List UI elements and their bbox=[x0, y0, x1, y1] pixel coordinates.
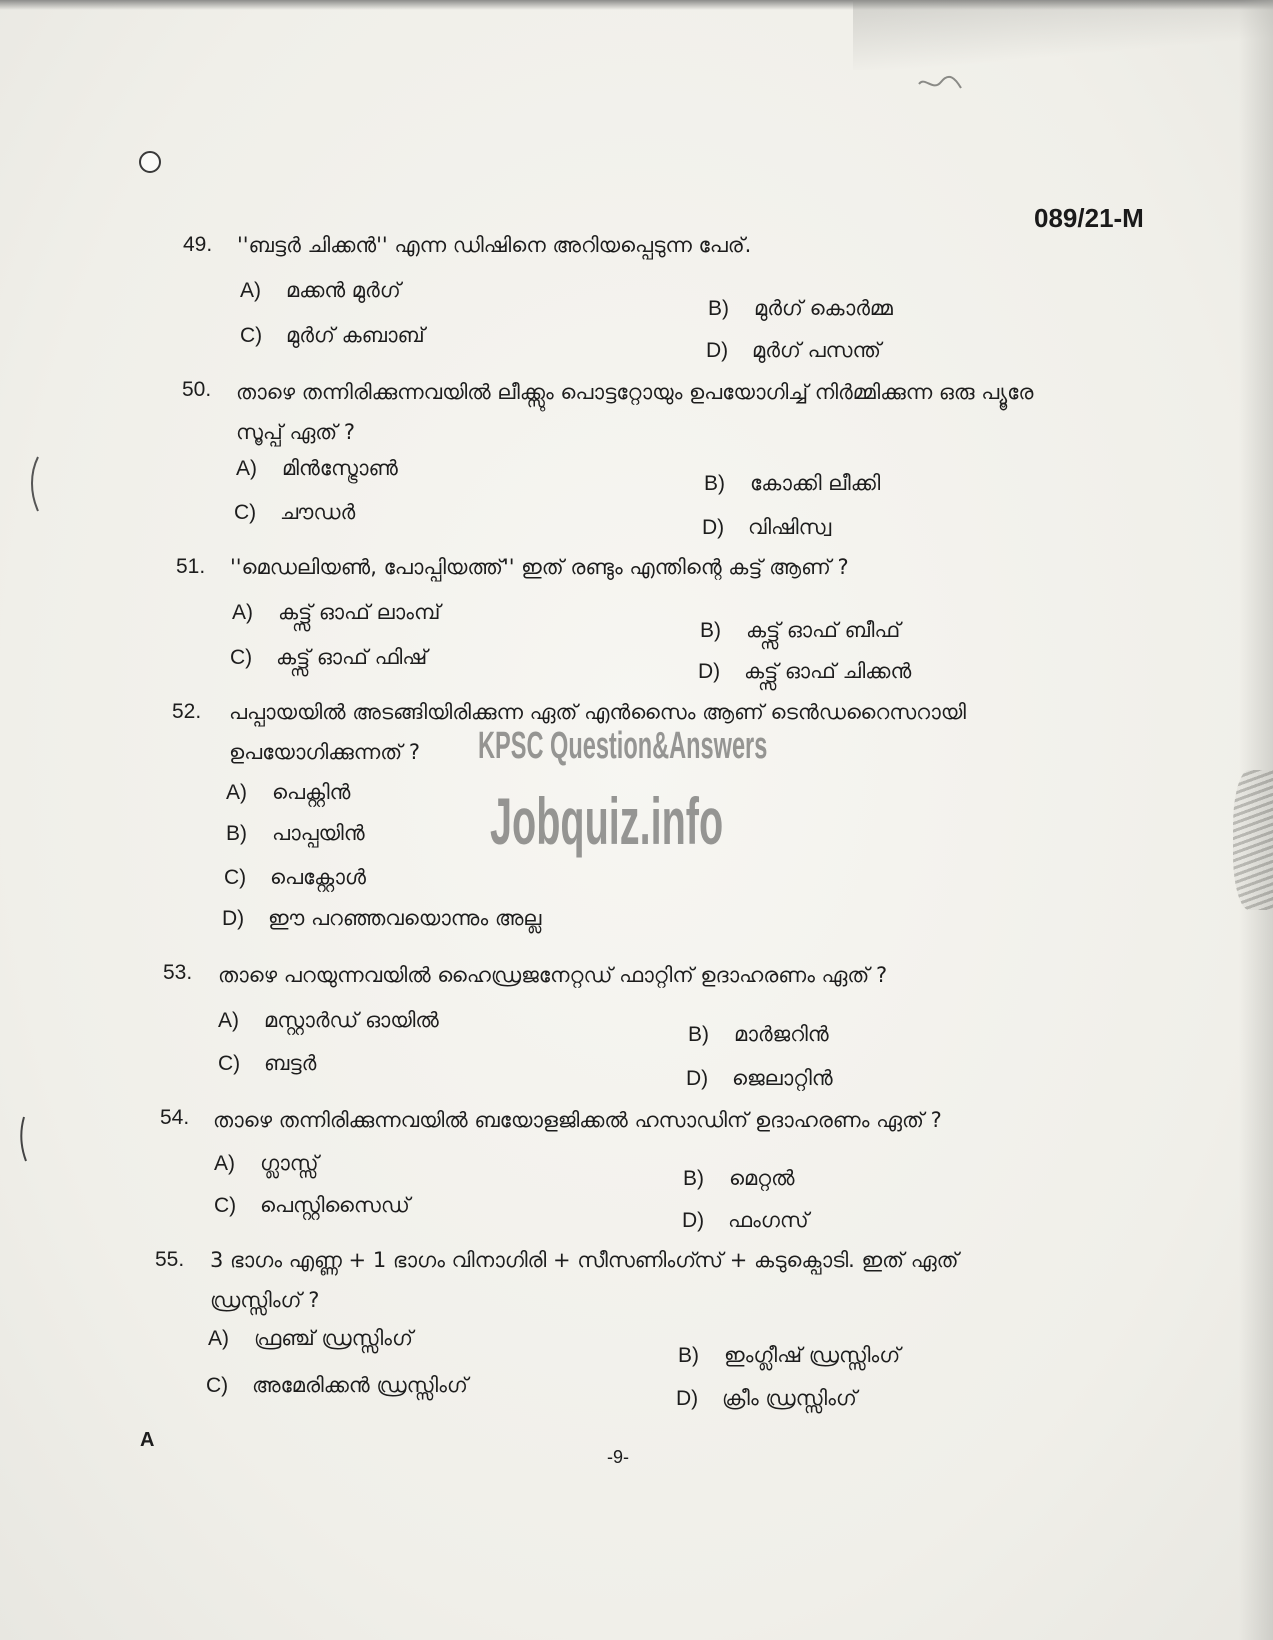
option-text: മുർഗ് കബാബ് bbox=[286, 323, 425, 347]
option-d bbox=[702, 507, 831, 548]
question-number: 49. bbox=[183, 233, 213, 256]
question-text: 3 ഭാഗം എണ്ണ + 1 ഭാഗം വിനാഗിരി + സീസണിംഗ്സ് + കടുക്പൊടി. ഇത് ഏത് ഡ്രസ്സിംഗ് ? bbox=[210, 1248, 959, 1312]
paper-code: 089/21-M bbox=[1034, 203, 1144, 233]
option-label: C) bbox=[224, 866, 247, 889]
question-text: ''മെഡലിയൺ, പോപ്പിയത്ത്'' ഇത് രണ്ടും എന്തിന്റെ കട്ട് ആണ് ? bbox=[230, 555, 849, 579]
option-d bbox=[698, 651, 911, 692]
option-label: A) bbox=[240, 279, 261, 302]
question-number: 55. bbox=[155, 1248, 185, 1271]
option-label: B) bbox=[683, 1167, 704, 1190]
option-label: C) bbox=[218, 1052, 241, 1075]
option-label: A) bbox=[218, 1009, 239, 1032]
question-text: താഴെ തന്നിരിക്കുന്നവയിൽ ലീക്ക്സും പൊട്ടറ്റോയും ഉപയോഗിച്ച് നിർമ്മിക്കുന്ന ഒരു പ്യൂരേ സൂപ്പ് ഏത് ? bbox=[236, 380, 1034, 444]
option-b bbox=[683, 1158, 795, 1199]
option-text: ഫ്രഞ്ച് ഡ്രസ്സിംഗ് bbox=[254, 1326, 413, 1350]
option-label: A) bbox=[214, 1152, 235, 1175]
option-text: ക്രീം ഡ്രസ്സിംഗ് bbox=[722, 1386, 857, 1410]
option-text: ഈ പറഞ്ഞവയൊന്നും അല്ല bbox=[268, 906, 542, 930]
option-c bbox=[234, 492, 355, 533]
option-d bbox=[682, 1200, 809, 1241]
option-a bbox=[214, 1143, 319, 1184]
option-text: കട്ട്സ് ഓഫ് ലാംമ്പ് bbox=[278, 600, 441, 624]
option-label: C) bbox=[240, 324, 263, 347]
option-label: D) bbox=[686, 1067, 709, 1090]
page-number: -9- bbox=[607, 1447, 629, 1467]
option-label: A) bbox=[232, 601, 253, 624]
option-d bbox=[222, 898, 541, 939]
option-c bbox=[240, 315, 425, 356]
option-text: അമേരിക്കൻ ഡ്രസ്സിംഗ് bbox=[252, 1373, 468, 1397]
option-b bbox=[226, 813, 365, 854]
watermark-line-2: Jobquiz.info bbox=[490, 784, 724, 858]
option-label: D) bbox=[682, 1209, 705, 1232]
option-d bbox=[706, 330, 881, 371]
option-text: കട്ട്സ് ഓഫ് ബീഫ് bbox=[746, 618, 901, 642]
option-text: മസ്റ്റാർഡ് ഓയിൽ bbox=[264, 1008, 439, 1032]
option-a bbox=[218, 1000, 439, 1041]
option-c bbox=[224, 857, 366, 898]
scan-top-shadow bbox=[853, 0, 1273, 70]
option-a bbox=[240, 270, 401, 311]
watermark-line-1: KPSC Question&Answers bbox=[478, 725, 768, 767]
question-number: 50. bbox=[182, 378, 212, 401]
option-label: B) bbox=[226, 822, 247, 845]
question-text: താഴെ പറയുന്നവയിൽ ഹൈഡ്രജനേറ്റഡ് ഫാറ്റിന് ഉദാഹരണം ഏത് ? bbox=[218, 963, 888, 987]
option-text: ഫംഗസ് bbox=[728, 1208, 809, 1232]
option-c bbox=[206, 1365, 468, 1406]
margin-mark bbox=[26, 455, 46, 515]
option-c bbox=[230, 637, 427, 678]
option-label: C) bbox=[230, 646, 253, 669]
punch-hole bbox=[139, 151, 161, 173]
option-label: B) bbox=[700, 619, 721, 642]
option-label: D) bbox=[222, 907, 245, 930]
option-text: പെസ്റ്റിസൈഡ് bbox=[260, 1193, 410, 1217]
question-number: 52. bbox=[172, 700, 202, 723]
option-label: B) bbox=[678, 1344, 699, 1367]
option-c bbox=[214, 1185, 410, 1226]
option-d bbox=[676, 1378, 857, 1419]
option-text: മാർജറിൻ bbox=[734, 1022, 829, 1046]
question-text: ''ബട്ടർ ചിക്കൻ'' എന്ന ഡിഷിനെ അറിയപ്പെടുന്ന പേര്. bbox=[237, 233, 752, 257]
option-a bbox=[236, 448, 398, 489]
option-text: മെറ്റൽ bbox=[729, 1166, 795, 1190]
question-number: 51. bbox=[176, 555, 206, 578]
option-b bbox=[700, 610, 900, 651]
option-label: C) bbox=[214, 1194, 237, 1217]
option-label: D) bbox=[706, 339, 729, 362]
option-a bbox=[226, 772, 350, 813]
option-label: D) bbox=[702, 516, 725, 539]
option-text: മക്കൻ മുർഗ് bbox=[286, 278, 401, 302]
option-label: D) bbox=[676, 1387, 699, 1410]
series-label: A bbox=[140, 1429, 155, 1451]
option-text: കട്ട്സ് ഓഫ് ഫിഷ് bbox=[276, 645, 428, 669]
option-b bbox=[704, 463, 880, 504]
question-number: 53. bbox=[163, 961, 193, 984]
option-c bbox=[218, 1043, 316, 1084]
option-a bbox=[232, 592, 440, 633]
option-label: A) bbox=[236, 457, 257, 480]
option-text: ഇംഗ്ലീഷ് ഡ്രസ്സിംഗ് bbox=[724, 1343, 901, 1367]
option-label: B) bbox=[708, 297, 729, 320]
option-text: ഗ്ലാസ്സ് bbox=[260, 1151, 319, 1175]
option-text: പെക്റ്റിൻ bbox=[272, 780, 351, 804]
option-b bbox=[688, 1014, 829, 1055]
option-text: കോക്കി ലീക്കി bbox=[750, 471, 881, 495]
option-text: മിൻസ്ട്രോൺ bbox=[282, 456, 398, 480]
option-text: പെക്റ്റോൾ bbox=[270, 865, 366, 889]
option-text: വിഷിസ്വ bbox=[748, 515, 832, 539]
option-text: കട്ട്സ് ഓഫ് ചിക്കൻ bbox=[744, 659, 912, 683]
question-text: താഴെ തന്നിരിക്കുന്നവയിൽ ബയോളജിക്കൽ ഹസാഡിന് ഉദാഹരണം ഏത് ? bbox=[213, 1108, 942, 1132]
pencil-mark bbox=[915, 70, 975, 100]
option-a bbox=[208, 1318, 413, 1359]
question-number: 54. bbox=[160, 1106, 190, 1129]
option-label: B) bbox=[688, 1023, 709, 1046]
option-d bbox=[686, 1058, 833, 1099]
option-label: B) bbox=[704, 472, 725, 495]
torn-paper-edge bbox=[1233, 770, 1273, 910]
option-b bbox=[708, 288, 893, 329]
option-text: പാപ്പയിൻ bbox=[272, 821, 365, 845]
option-text: ചൗഡർ bbox=[280, 500, 356, 524]
option-text: മുർഗ് പസന്ത് bbox=[752, 338, 881, 362]
option-label: C) bbox=[206, 1374, 229, 1397]
option-text: ജെലാറ്റിൻ bbox=[732, 1066, 833, 1090]
question-text: പപ്പായയിൽ അടങ്ങിയിരിക്കുന്ന ഏത് എൻസൈം ആണ് ടെൻഡറൈസറായി ഉപയോഗിക്കുന്നത് ? bbox=[229, 700, 966, 764]
margin-mark bbox=[14, 1115, 34, 1165]
option-text: ബട്ടർ bbox=[264, 1051, 317, 1075]
option-label: A) bbox=[226, 781, 247, 804]
option-text: മുർഗ് കൊർമ്മ bbox=[754, 296, 893, 320]
option-b bbox=[678, 1335, 900, 1376]
option-label: C) bbox=[234, 501, 257, 524]
option-label: D) bbox=[698, 660, 721, 683]
option-label: A) bbox=[208, 1327, 229, 1350]
